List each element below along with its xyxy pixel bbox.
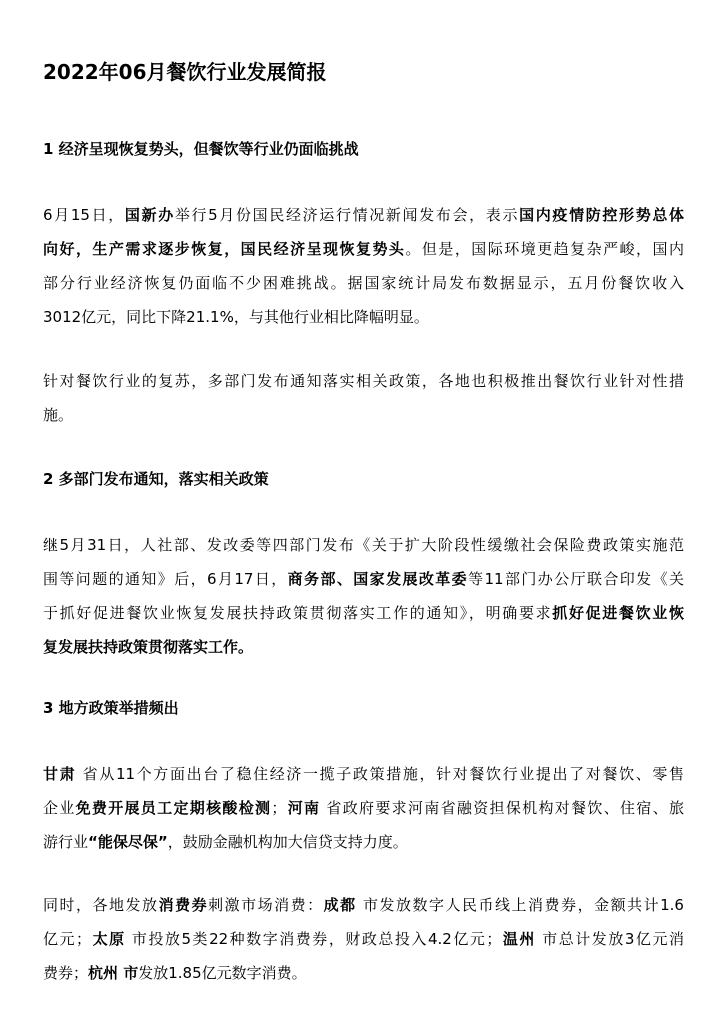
text-line [43, 364, 684, 398]
bold-text-run: 温州 [501, 930, 536, 948]
bold-text-run: 国内疫情防控形势总体 [519, 206, 684, 224]
bold-text-run: 成都 [323, 896, 357, 914]
text-run: 施。 [43, 406, 74, 424]
text-run: 刺激市场消费： [208, 896, 324, 914]
text-line [43, 791, 684, 825]
bold-text-run: 消费券 [158, 896, 209, 914]
text-run: 市发放数字人民币线上消费券，金额共计1.6 [356, 896, 684, 914]
text-run: 费券； [43, 964, 89, 982]
bold-text-run: 抓好促进餐饮业恢 [552, 604, 684, 622]
text-run: 人社部、发改委等四部门发布《关于扩大阶段性缓缴社会保险费政策实施范 [140, 536, 684, 554]
bold-text-run: 太原 [91, 930, 126, 948]
text-run: 省政府要求河南省融资担保机构对餐饮、住宿、旅 [320, 799, 684, 817]
text-run: 部分行业经济恢复仍面临不少困难挑战。据国家统计局发布数据显示，五月份餐饮收入 [43, 274, 684, 292]
text-run: 游行业 [43, 833, 89, 851]
text-line [43, 825, 684, 859]
text-line [43, 266, 684, 300]
section-heading-1: 1 经济呈现恢复势头，但餐饮等行业仍面临挑战 [43, 140, 359, 158]
text-line [43, 596, 684, 630]
text-line [43, 198, 684, 232]
text-run: 围等问题的通知》后，6月17日， [43, 570, 288, 588]
text-run: 。但是，国际环境更趋复杂严峻，国内 [405, 240, 684, 258]
bold-text-run: 商务部、国家发展改革委 [287, 570, 469, 588]
text-line [43, 528, 684, 562]
text-run: 继5月31日， [43, 536, 141, 554]
text-run: 举行5月份国民经济运行情况新闻发布会，表示 [174, 206, 520, 224]
text-line [43, 757, 684, 791]
text-run: 省从11个方面出台了稳住经济一揽子政策措施，针对餐饮行业提出了对餐饮、零售 [76, 765, 684, 783]
text-line [43, 888, 684, 922]
text-run: 发放1.85亿元数字消费。 [138, 964, 307, 982]
text-line [43, 398, 684, 432]
bold-text-run: 向好，生产需求逐步恢复，国民经济呈现恢复势头 [43, 240, 406, 258]
text-line [43, 562, 684, 596]
text-run: 于抓好促进餐饮业恢复发展扶持政策贯彻落实工作的通知》，明确要求 [43, 604, 553, 622]
text-run: 6月15日， [43, 206, 125, 224]
text-run: 企业 [43, 799, 76, 817]
text-line [43, 300, 684, 334]
paragraph-3-2 [43, 888, 684, 990]
paragraph-3-1 [43, 757, 684, 859]
bold-text-run: 国新办 [124, 206, 175, 224]
bold-text-run: 免费开展员工定期核酸检测 [75, 799, 272, 817]
text-run: 市投放5类22种数字消费券，财政总投入4.2亿元； [125, 930, 502, 948]
text-run: 针对餐饮行业的复苏，多部门发布通知落实相关政策，各地也积极推出餐饮行业针对性措 [43, 372, 684, 390]
bold-text-run: 甘肃 [43, 765, 77, 783]
section-heading-3: 3 地方政策举措频出 [43, 699, 179, 717]
text-run: 3012亿元，同比下降21.1%，与其他行业相比降幅明显。 [43, 308, 429, 326]
bold-text-run: 杭州 市 [88, 964, 139, 982]
section-heading-2: 2 多部门发布通知，落实相关政策 [43, 470, 269, 488]
text-run: ； [271, 799, 287, 817]
text-run: 等11部门办公厅联合印发《关 [468, 570, 684, 588]
paragraph-2-1 [43, 528, 684, 664]
bold-text-run: 复发展扶持政策贯彻落实工作。 [43, 638, 254, 656]
paragraph-1-1 [43, 198, 684, 334]
text-line [43, 956, 684, 990]
text-run: 市总计发放3亿元消 [535, 930, 684, 948]
text-line [43, 922, 684, 956]
text-line [43, 232, 684, 266]
bold-text-run: 河南 [286, 799, 321, 817]
text-run: 亿元； [43, 930, 92, 948]
bold-text-run: “能保尽保” [88, 833, 168, 851]
text-line [43, 630, 684, 664]
page-title: 2022年06月餐饮行业发展简报 [43, 60, 327, 84]
text-run: ，鼓励金融机构加大信贷支持力度。 [167, 833, 408, 851]
text-run: 同时，各地发放 [43, 896, 159, 914]
paragraph-1-2 [43, 364, 684, 432]
